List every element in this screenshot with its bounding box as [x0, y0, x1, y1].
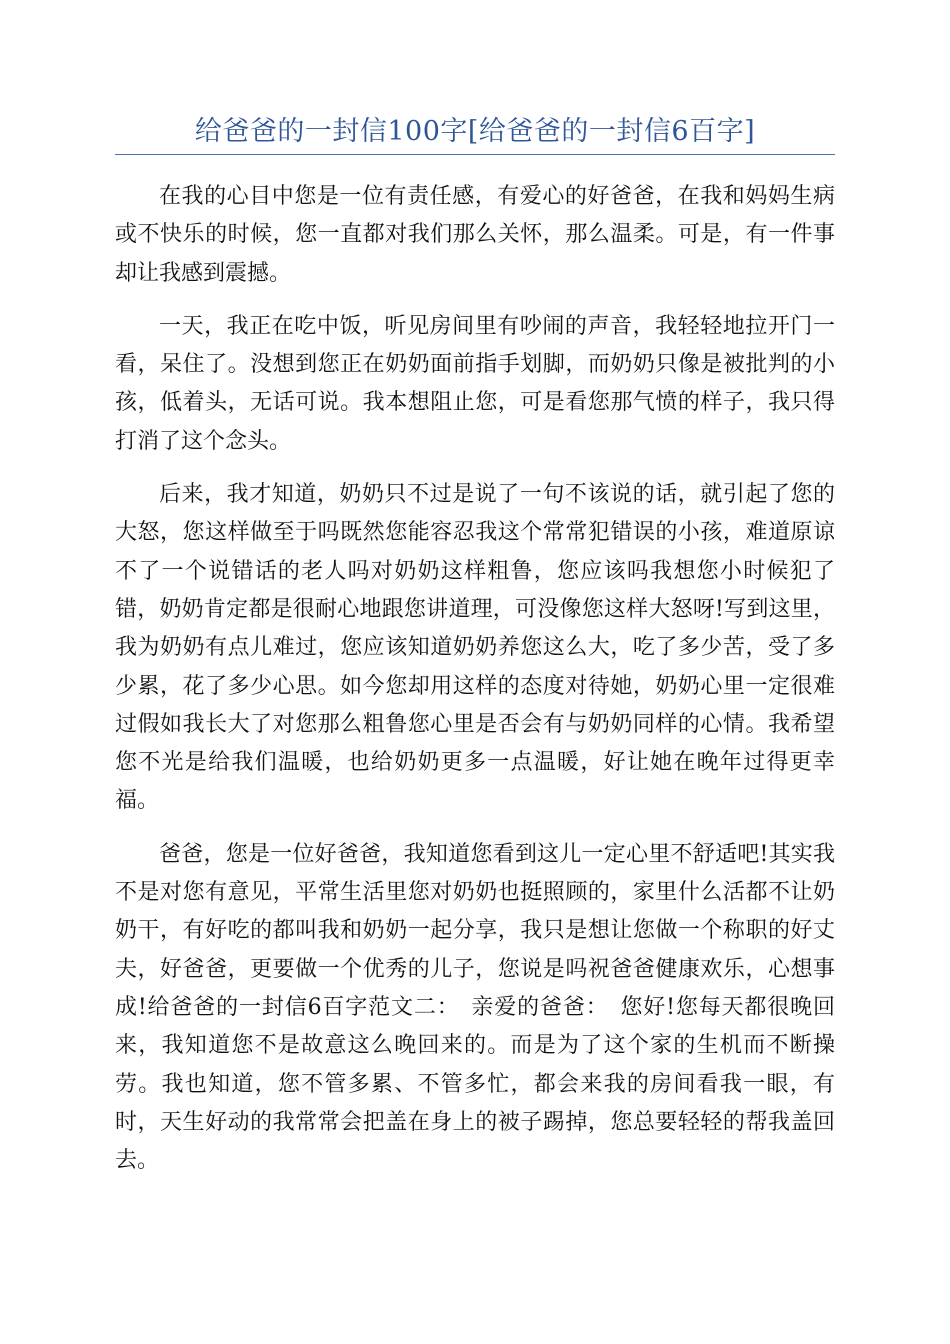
paragraph-1: 在我的心目中您是一位有责任感，有爱心的好爸爸，在我和妈妈生病或不快乐的时候，您一直都对我们那么关怀，那么温柔。可是，有一件事却让我感到震撼。	[115, 184, 835, 286]
paragraph-2: 一天，我正在吃中饭，听见房间里有吵闹的声音，我轻轻地拉开门一看，呆住了。没想到您正在奶奶面前指手划脚，而奶奶只像是被批判的小孩，低着头，无话可说。我本想阻止您，可是看您那气愤的样子，我只得打消了这个念头。	[115, 313, 835, 454]
document-title: 给爸爸的一封信100字[给爸爸的一封信6百字]	[194, 116, 756, 147]
document-body	[115, 178, 835, 1195]
title-underline	[115, 154, 835, 155]
paragraph-3: 后来，我才知道，奶奶只不过是说了一句不该说的话，就引起了您的大怒，您这样做至于吗既然您能容忍我这个常常犯错误的小孩，难道原谅不了一个说错话的老人吗对奶奶这样粗鲁，您应该吗我想您小时候犯了错，奶奶肯定都是很耐心地跟您讲道理，可没像您这样大怒呀!写到这里，我为奶奶有点儿难过，您应该知道奶奶养您这么大，吃了多少苦，受了多少累，花了多少心思。如今您却用这样的态度对待她，奶奶心里一定很难过假如我长大了对您那么粗鲁您心里是否会有与奶奶同样的心情。我希望您不光是给我们温暖，也给奶奶更多一点温暖，好让她在晚年过得更幸福。	[115, 482, 835, 814]
paragraph-4: 爸爸，您是一位好爸爸，我知道您看到这儿一定心里不舒适吧!其实我不是对您有意见，平常生活里您对奶奶也挺照顾的，家里什么活都不让奶奶干，有好吃的都叫我和奶奶一起分享，我只是想让您做一个称职的好丈夫，好爸爸，更要做一个优秀的儿子，您说是吗祝爸爸健康欢乐，心想事成!给爸爸的一封信6百字范文二： 亲爱的爸爸： 您好!您每天都很晚回来，我知道您不是故意这么晚回来的。而是为了这个家的生机而不断操劳。我也知道，您不管多累、不管多忙，都会来我的房间看我一眼，有时，天生好动的我常常会把盖在身上的被子踢掉，您总要轻轻的帮我盖回去。	[115, 841, 835, 1174]
